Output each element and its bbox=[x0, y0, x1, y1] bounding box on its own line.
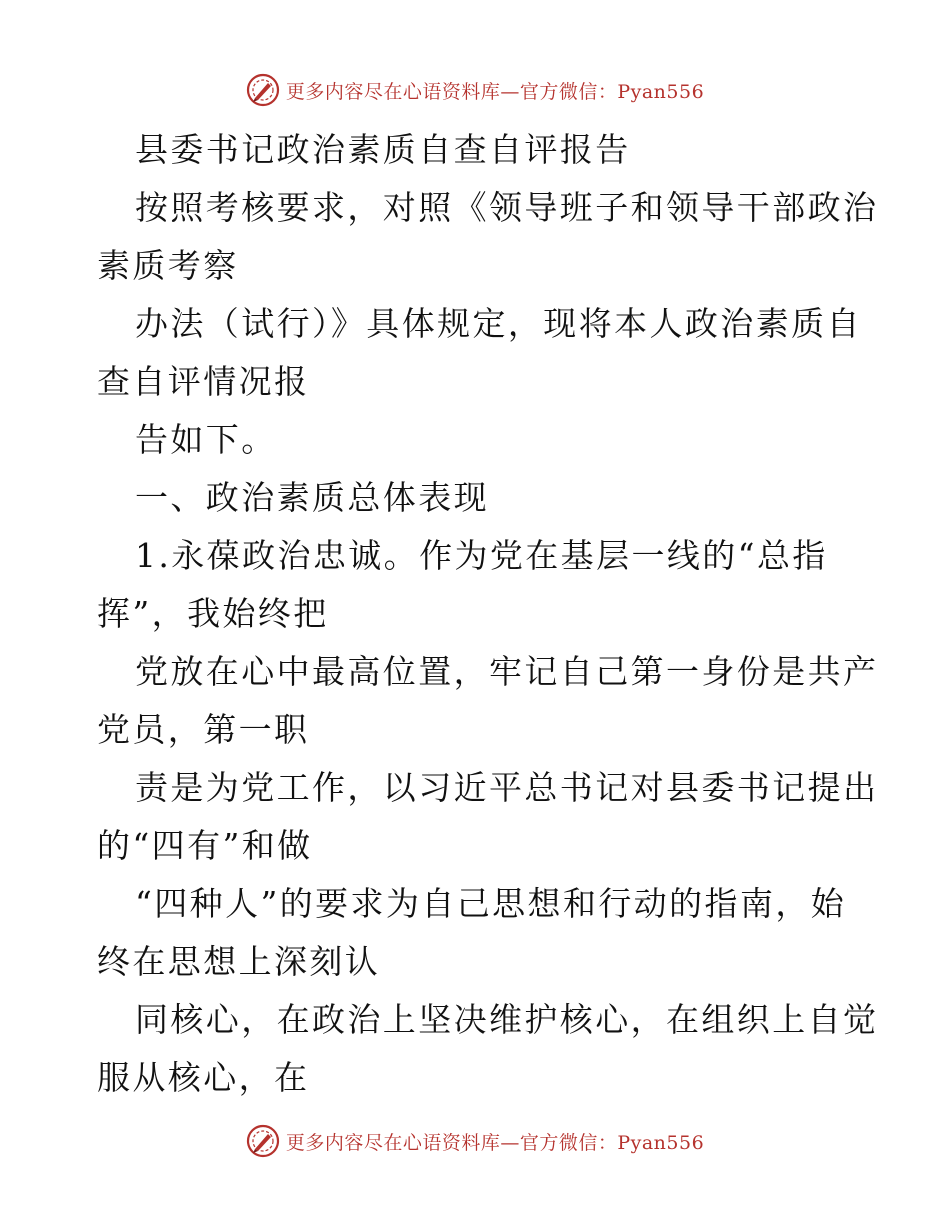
document-line: “四种人”的要求为自己思想和行动的指南，始 bbox=[135, 884, 847, 923]
footer-watermark-text: 更多内容尽在心语资料库—官方微信：Pyan556 bbox=[285, 1131, 705, 1154]
document-body bbox=[97, 121, 879, 1107]
footer-watermark-banner bbox=[0, 1121, 950, 1161]
document-line: 查自评情况报 bbox=[97, 362, 310, 401]
pen-logo-icon bbox=[246, 1124, 280, 1158]
document-line: 同核心，在政治上坚决维护核心，在组织上自觉 bbox=[135, 1000, 879, 1039]
document-line: 的“四有”和做 bbox=[97, 826, 313, 865]
header-watermark-banner bbox=[0, 70, 950, 110]
document-line: 按照考核要求，对照《领导班子和领导干部政治 bbox=[135, 188, 879, 227]
document-line: 责是为党工作，以习近平总书记对县委书记提出 bbox=[135, 768, 879, 807]
document-line: 办法（试行）》具体规定，现将本人政治素质自 bbox=[135, 304, 862, 343]
document-line: 1.永葆政治忠诚。作为党在基层一线的“总指 bbox=[135, 536, 828, 575]
pen-logo-icon bbox=[246, 73, 280, 107]
document-line: 终在思想上深刻认 bbox=[97, 942, 381, 981]
document-line: 服从核心，在 bbox=[97, 1058, 310, 1097]
footer-watermark bbox=[246, 1124, 704, 1158]
section-heading: 一、政治素质总体表现 bbox=[135, 478, 489, 517]
document-line: 党放在心中最高位置，牢记自己第一身份是共产 bbox=[135, 652, 879, 691]
document-line: 党员，第一职 bbox=[97, 710, 310, 749]
document-line: 素质考察 bbox=[97, 246, 239, 285]
document-line: 挥”，我始终把 bbox=[97, 594, 329, 633]
header-watermark-text: 更多内容尽在心语资料库—官方微信：Pyan556 bbox=[285, 80, 705, 103]
document-title: 县委书记政治素质自查自评报告 bbox=[135, 130, 631, 169]
header-watermark bbox=[246, 73, 704, 107]
document-line: 告如下。 bbox=[135, 420, 277, 459]
